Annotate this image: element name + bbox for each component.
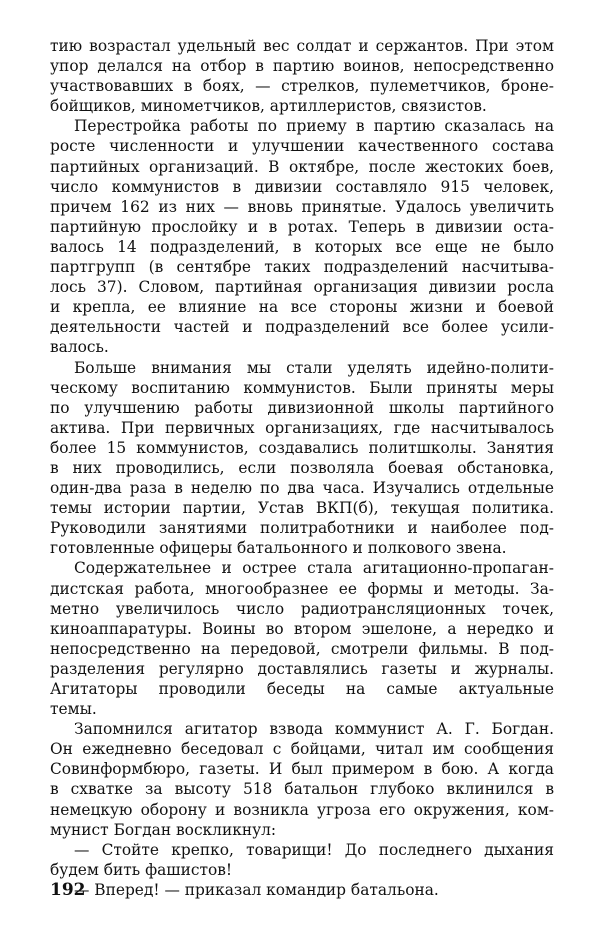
text-line: число коммунистов в дивизии составляло 915 человек, xyxy=(50,177,554,196)
text-line: более 15 коммунистов, создавались политшколы. Занятия xyxy=(50,438,554,457)
text-line: и крепла, ее влияние на все стороны жизни и боевой xyxy=(50,298,554,317)
text-line: Больше внимания мы стали уделять идейно-полити- xyxy=(74,358,554,377)
text-line: мунист Богдан воскликнул: xyxy=(50,820,277,839)
text-line: темы. xyxy=(50,700,97,719)
text-line: Содержательнее и острее стала агитационно-пропаган- xyxy=(74,559,554,578)
paragraph xyxy=(50,558,554,719)
text-line: участвовавших в боях, — стрелков, пулеметчиков, броне- xyxy=(50,77,554,96)
page-number: 192 xyxy=(50,880,86,900)
text-line: Запомнился агитатор взвода коммунист А. Г. Богдан. xyxy=(74,720,554,739)
text-line: дистская работа, многообразнее ее формы и методы. За- xyxy=(50,579,554,598)
text-line: Перестройка работы по приему в партию сказалась на xyxy=(74,117,554,136)
text-line: Агитаторы проводили беседы на самые актуальные xyxy=(50,680,554,698)
text-line: метно увеличилось число радиотрансляционных точек, xyxy=(50,599,554,618)
text-line: причем 162 из них — вновь принятые. Удалось увеличить xyxy=(50,197,554,216)
paragraph xyxy=(50,116,554,357)
text-line: по улучшению работы дивизионной школы партийного xyxy=(50,398,554,417)
text-line: будем бить фашистов! xyxy=(50,860,233,879)
text-line: разделения регулярно доставлялись газеты и журналы. xyxy=(50,659,554,678)
paragraph xyxy=(50,719,554,840)
text-line: один-два раза в неделю по два часа. Изучались отдельные xyxy=(50,479,554,498)
text-line: партийных организаций. В октябре, после жестоких боев, xyxy=(50,157,554,176)
text-line: партгрупп (в сентябре таких подразделений насчитыва- xyxy=(50,258,554,277)
text-line: партийную прослойку и в ротах. Теперь в дивизии оста- xyxy=(50,217,554,236)
text-line: бойщиков, минометчиков, артиллеристов, связистов. xyxy=(50,97,487,116)
paragraph xyxy=(50,36,554,116)
text-line: ческому воспитанию коммунистов. Были приняты меры xyxy=(50,378,554,397)
text-line: Он ежедневно беседовал с бойцами, читал им сообщения xyxy=(50,740,554,759)
text-line: в схватке за высоту 518 батальон глубоко вклинился в xyxy=(50,780,554,799)
text-line: готовленные офицеры батальонного и полкового звена. xyxy=(50,539,507,558)
text-line: Руководили занятиями политработники и наиболее под- xyxy=(50,519,554,538)
text-line: упор делался на отбор в партию воинов, непосредственно xyxy=(50,57,554,76)
text-line: росте численности и улучшении качественного состава xyxy=(50,137,554,156)
text-line: темы истории партии, Устав ВКП(б), текущая политика. xyxy=(50,499,554,518)
paragraph xyxy=(50,840,554,880)
text-line: тию возрастал удельный вес солдат и сержантов. При этом xyxy=(50,37,554,55)
paragraph xyxy=(50,880,554,900)
text-line: актива. При первичных организациях, где насчитывалось xyxy=(50,418,554,437)
text-line: лось 37). Словом, партийная организация дивизии росла xyxy=(50,278,554,297)
text-line: в них проводились, если позволяла боевая обстановка, xyxy=(50,458,554,477)
text-line: — Вперед! — приказал командир батальона. xyxy=(74,880,439,899)
text-line: киноаппаратуры. Воины во втором эшелоне, а нередко и xyxy=(50,619,554,638)
text-line: валось. xyxy=(50,338,109,357)
text-line: — Стойте крепко, товарищи! До последнего дыхания xyxy=(74,840,554,859)
text-line: непосредственно на передовой, смотрели фильмы. В под- xyxy=(50,639,554,658)
text-line: Совинформбюро, газеты. И был примером в бою. А когда xyxy=(50,760,554,779)
text-line: валось 14 подразделений, в которых все еще не было xyxy=(50,237,554,256)
text-line: немецкую оборону и возникла угроза его окружения, ком- xyxy=(50,800,554,819)
book-page xyxy=(50,36,554,900)
paragraph xyxy=(50,358,554,559)
text-line: деятельности частей и подразделений все более усили- xyxy=(50,318,554,337)
